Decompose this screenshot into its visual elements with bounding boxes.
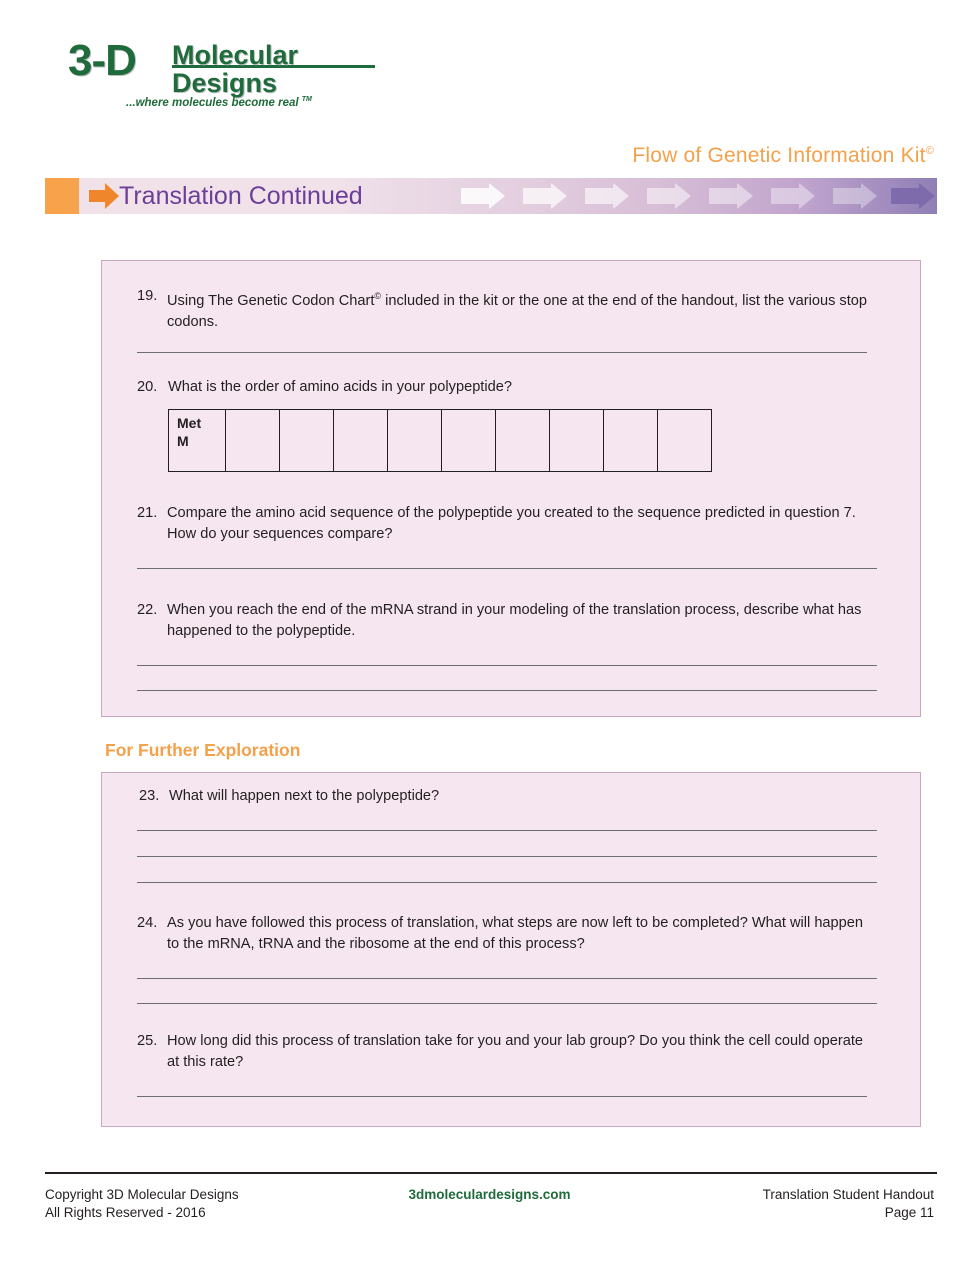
logo-tagline-text: ...where molecules become real [126,96,302,109]
footer-divider [45,1172,937,1174]
footer-website[interactable]: 3dmoleculardesigns.com [408,1187,571,1202]
amino-acid-cell-4[interactable] [334,410,388,472]
page-title: Translation Continued [119,182,363,210]
chevron-right-icon [709,183,753,209]
chevron-right-icon [833,183,877,209]
answer-line[interactable] [137,830,877,831]
question-19-text [137,286,877,333]
amino-acid-sequence-table[interactable] [168,409,712,472]
amino-acid-cell-1-line2: M [177,433,189,449]
company-logo [60,34,350,116]
question-21-number: 21. [137,505,158,521]
question-22-number: 22. [137,602,158,618]
amino-acid-cell-10[interactable] [658,410,712,472]
chevron-right-icon [647,183,691,209]
amino-acid-cell-6[interactable] [442,410,496,472]
question-19 [137,286,877,333]
chevron-right-icon [771,183,815,209]
question-19-number: 19. [137,288,158,304]
amino-acid-cell-3[interactable] [280,410,334,472]
answer-line[interactable] [137,352,867,353]
footer-document-title: Translation Student Handout [762,1187,934,1202]
amino-acid-cell-1-line1: Met [177,415,202,431]
amino-acid-cell-7[interactable] [496,410,550,472]
question-23-text: What will happen next to the polypeptide? [169,788,440,804]
answer-line[interactable] [137,665,877,666]
footer-page-number: Page 11 [884,1205,934,1220]
section-heading-further-exploration: For Further Exploration [105,740,301,760]
chevron-right-icon [89,183,119,209]
logo-word-designs: Designs [172,68,278,98]
question-19-text-part2: included in the kit or the one at the end of the handout, list the various stop codons. [167,292,868,330]
chevron-right-icon [891,183,935,209]
chevron-right-icon [585,183,629,209]
question-19-copyright: © [374,291,382,301]
kit-title-copyright: © [925,145,934,157]
chevron-right-icon [461,183,505,209]
answer-line[interactable] [137,978,877,979]
logo-tagline-trademark: TM [301,96,312,103]
question-21-text: Compare the amino acid sequence of the polypeptide you created to the sequence predicted in question 7. How do your sequences compare? [167,505,856,542]
question-20-text: What is the order of amino acids in your polypeptide? [168,379,512,395]
question-20-number: 20. [137,379,158,395]
answer-line[interactable] [137,882,877,883]
answer-line[interactable] [137,856,877,857]
question-24-text: As you have followed this process of translation, what steps are now left to be completed? What will happen to the mRNA, tRNA and the ribosome at the end of this process? [167,915,864,952]
logo-mark: 3-D [68,36,136,85]
question-24 [137,913,877,955]
kit-title-text: Flow of Genetic Information Kit [632,144,926,167]
question-23-number: 23. [139,788,160,804]
question-25-number: 25. [137,1033,158,1049]
chevron-right-icon [523,183,567,209]
amino-acid-cell-2[interactable] [226,410,280,472]
answer-line[interactable] [137,1003,877,1004]
logo-word-molecular: Molecular [172,40,299,70]
answer-line[interactable] [137,1096,867,1097]
question-21 [137,503,857,545]
page-banner [45,178,937,214]
question-25-text: How long did this process of translation take for you and your lab group? Do you think the cell could operate at this rate? [167,1033,864,1070]
answer-line[interactable] [137,568,877,569]
amino-acid-cell-9[interactable] [604,410,658,472]
amino-acid-cell-8[interactable] [550,410,604,472]
amino-acid-cell-5[interactable] [388,410,442,472]
question-25 [137,1031,867,1073]
answer-line[interactable] [137,690,877,691]
question-19-text-part1: Using The Genetic Codon Chart [167,292,375,309]
kit-title [632,144,934,168]
question-22-text: When you reach the end of the mRNA strand in your modeling of the translation process, describe what has happened to the polypeptide. [167,602,862,639]
footer-copyright-line2: All Rights Reserved - 2016 [45,1205,206,1220]
amino-acid-cell-1[interactable] [169,410,226,472]
table-row [169,410,712,472]
footer-document-info [763,1186,934,1222]
logo-tagline [126,96,312,109]
footer-copyright-line1: Copyright 3D Molecular Designs [45,1187,239,1202]
question-24-number: 24. [137,915,158,931]
question-20 [137,377,877,398]
question-23 [139,786,869,807]
question-22 [137,600,867,642]
